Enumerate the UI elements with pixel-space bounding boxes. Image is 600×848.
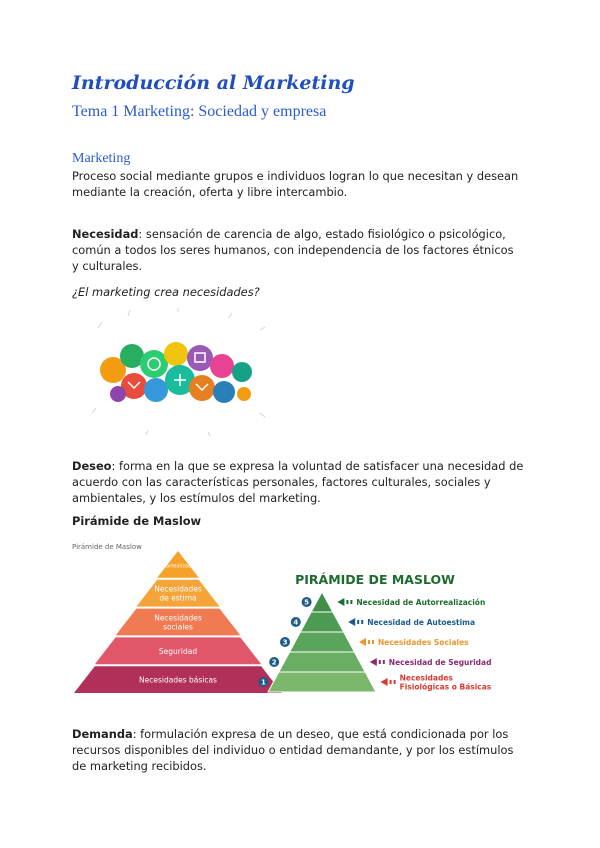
document-title: Introducción al Marketing: [72, 72, 355, 94]
deseo-line: : forma en la que se expresa la voluntad de satisfacer una necesidad de: [111, 459, 524, 473]
pyramid-level-label: Necesidades: [154, 584, 202, 594]
maslow-pyramid-left: [72, 540, 272, 698]
document-subtitle: Tema 1 Marketing: Sociedad y empresa: [72, 103, 327, 120]
maslow-heading: Pirámide de Maslow: [72, 514, 202, 528]
level-label: Necesidad de Autorrealización: [356, 598, 486, 607]
level-number: 5: [304, 598, 310, 607]
pyramid-level: [116, 609, 241, 636]
level-number: 2: [271, 658, 277, 667]
arrow-icon: [337, 598, 344, 606]
section-heading-marketing: Marketing: [72, 151, 131, 166]
maslow-pyramid-right: [262, 570, 502, 698]
marketing-definition: [72, 168, 532, 200]
pyramid-level: [136, 580, 219, 607]
question-text: ¿El marketing crea necesidades?: [72, 285, 260, 299]
arrow-icon: [381, 678, 388, 686]
level-label: Necesidades Sociales: [378, 638, 469, 647]
arrow-icon: [348, 618, 355, 626]
marketing-line: mediante la creación, oferta y libre intercambio.: [72, 185, 348, 199]
demanda-definition: [72, 726, 532, 774]
pyramid-right-level: [311, 592, 333, 612]
demanda-line: recursos disponibles del individuo o entidad demandante, y por los estímulos: [72, 743, 514, 757]
pyramid-right-level: [290, 632, 355, 652]
pyramid-level: [95, 637, 261, 664]
pyramid-right-level: [300, 612, 343, 632]
demanda-line: de marketing recibidos.: [72, 759, 207, 773]
pyramid-level-label: Necesidades: [154, 613, 202, 623]
needs-icons-illustration: [88, 308, 268, 436]
necesidad-definition: [72, 226, 532, 274]
level-label: Necesidades: [399, 673, 453, 683]
level-number: 1: [260, 678, 266, 687]
arrow-icon: [359, 638, 366, 646]
necesidad-line: : sensación de carencia de algo, estado fisiológico o psicológico,: [138, 227, 506, 241]
level-label: Fisiológicas o Básicas: [399, 682, 492, 692]
demanda-line: : formulación expresa de un deseo, que está condicionada por los: [132, 727, 509, 741]
pyramid-right-level: [268, 672, 376, 692]
demanda-term: Demanda: [72, 727, 133, 741]
necesidad-line: y culturales.: [72, 259, 143, 273]
pyramid-level-label: Seguridad: [158, 646, 198, 656]
necesidad-term: Necesidad: [72, 227, 139, 241]
level-label: Necesidad de Seguridad: [388, 658, 492, 667]
pyramid-level-label: sociales: [163, 622, 193, 632]
pyramid-right-level: [279, 652, 365, 672]
level-label: Necesidad de Autoestima: [367, 618, 476, 627]
pyramid-level: [157, 551, 199, 578]
deseo-line: acuerdo con las características personales, factores culturales, sociales y: [72, 475, 491, 489]
marketing-line: Proceso social mediante grupos e individuos logran lo que necesitan y desean: [72, 169, 519, 183]
necesidad-line: común a todos los seres humanos, con independencia de los factores étnicos: [72, 243, 514, 257]
pyramid-level-label: Necesidades básicas: [139, 675, 217, 685]
level-number: 3: [282, 638, 288, 647]
pyramid-level-label: de estima: [159, 593, 197, 603]
deseo-line: ambientales, y los estímulos del marketing.: [72, 491, 321, 505]
pyramid-level: [74, 666, 282, 693]
deseo-definition: [72, 458, 532, 506]
pyramid-left-caption: Pirámide de Maslow: [72, 543, 142, 551]
arrow-icon: [370, 658, 377, 666]
level-number: 4: [293, 618, 299, 627]
pyramid-right-title: PIRÁMIDE DE MASLOW: [295, 572, 455, 587]
pyramid-level-label: Autorrealización: [157, 563, 199, 570]
deseo-term: Deseo: [72, 459, 112, 473]
